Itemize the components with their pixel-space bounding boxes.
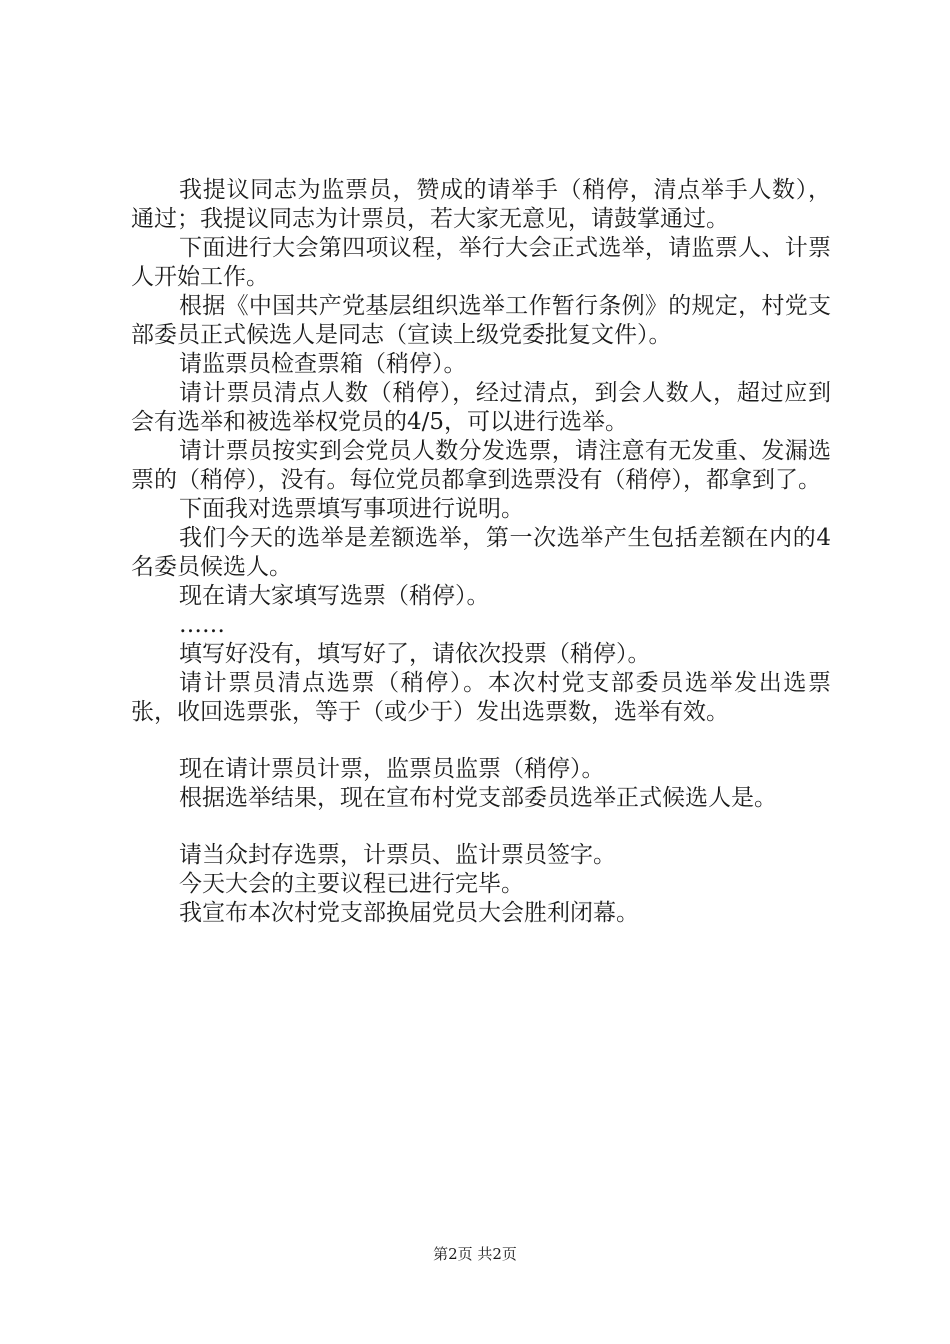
paragraph: 我宣布本次村党支部换届党员大会胜利闭幕。 xyxy=(179,900,639,926)
page-footer xyxy=(0,1244,950,1264)
paragraph: 下面进行大会第四项议程，举行大会正式选举，请监票人、计票人开始工作。 xyxy=(131,235,831,290)
page-number: 第2页 共2页 xyxy=(433,1245,517,1263)
blank-line xyxy=(131,813,831,841)
paragraph: 请当众封存选票，计票员、监计票员签字。 xyxy=(179,842,616,868)
paragraph: 填写好没有，填写好了，请依次投票（稍停）。 xyxy=(179,641,651,667)
document-body xyxy=(131,176,831,928)
paragraph: 请计票员按实到会党员人数分发选票，请注意有无发重、发漏选票的（稍停），没有。每位党员都拿到选票没有（稍停），都拿到了。 xyxy=(131,438,831,493)
blank-line xyxy=(131,727,831,755)
ellipsis-line: …… xyxy=(179,612,225,638)
paragraph: 现在请大家填写选票（稍停）。 xyxy=(179,583,490,609)
paragraph: 现在请计票员计票，监票员监票（稍停）。 xyxy=(179,756,605,782)
paragraph: 请计票员清点选票（稍停）。本次村党支部委员选举发出选票张，收回选票张，等于（或少于）发出选票数，选举有效。 xyxy=(131,670,831,725)
paragraph: 请计票员清点人数（稍停），经过清点，到会人数人，超过应到会有选举和被选举权党员的4/5，可以进行选举。 xyxy=(131,380,831,435)
paragraph: 我们今天的选举是差额选举，第一次选举产生包括差额在内的4名委员候选人。 xyxy=(131,525,831,580)
paragraph: 根据《中国共产党基层组织选举工作暂行条例》的规定，村党支部委员正式候选人是同志（宣读上级党委批复文件）。 xyxy=(131,293,831,348)
paragraph: 我提议同志为监票员，赞成的请举手（稍停，清点举手人数），通过；我提议同志为计票员，若大家无意见，请鼓掌通过。 xyxy=(131,177,831,232)
paragraph: 下面我对选票填写事项进行说明。 xyxy=(179,496,524,522)
paragraph: 今天大会的主要议程已进行完毕。 xyxy=(179,871,524,897)
paragraph: 请监票员检查票箱（稍停）。 xyxy=(179,351,467,377)
paragraph: 根据选举结果，现在宣布村党支部委员选举正式候选人是。 xyxy=(179,785,777,811)
